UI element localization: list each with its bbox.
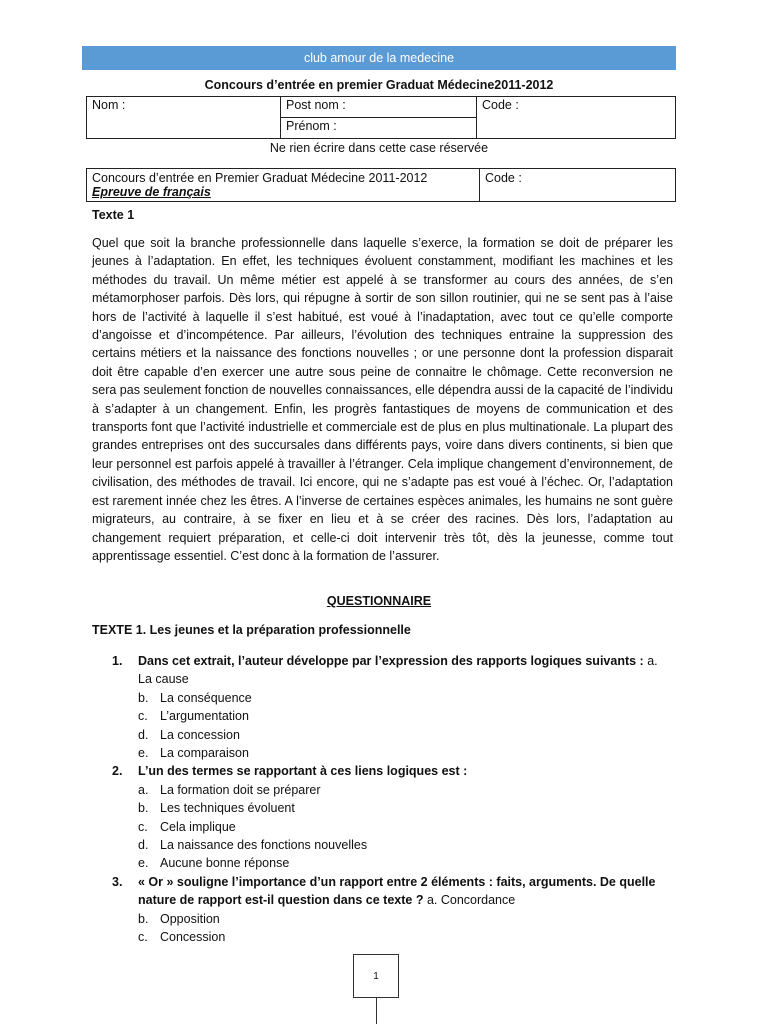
page-connector-line — [376, 997, 377, 1024]
post-nom-cell: Post nom : — [281, 97, 477, 118]
option-item: c. Concession — [138, 930, 226, 945]
question-number: 3. — [112, 874, 123, 889]
exam-info-line1: Concours d’entrée en Premier Graduat Médecine 2011-2012 — [92, 171, 428, 185]
question-text: « Or » souligne l’importance d’un rapport entre 2 éléments : faits, arguments. De quelle nature de rapport est-il question dans ce texte ? — [138, 874, 656, 908]
option-item: c. Cela implique — [138, 819, 236, 834]
identity-table — [86, 96, 676, 139]
exam-info-cell — [87, 169, 480, 202]
question-inline-option: a. La cause — [138, 654, 658, 687]
question-number: 1. — [112, 654, 123, 668]
nom-cell: Nom : — [87, 97, 281, 139]
question-text: L’un des termes se rapportant à ces liens logiques est : — [138, 764, 468, 779]
question-inline-option: a. Concordance — [423, 893, 516, 908]
option-item: e. La comparaison — [138, 746, 249, 761]
questionnaire-subtitle: TEXTE 1. Les jeunes et la préparation professionnelle — [92, 623, 411, 637]
exam-title: Concours d’entrée en premier Graduat Médecine2011-2012 — [204, 78, 554, 92]
option-item: d. La naissance des fonctions nouvelles — [138, 838, 368, 853]
option-item: a. La formation doit se préparer — [138, 782, 321, 797]
question-number: 2. — [112, 764, 123, 779]
texte-body: Quel que soit la branche professionnelle dans laquelle s’exerce, la formation se doit de préparer les jeunes à l’adaptation. En effet, les techniques évoluent constamment, modifiant les machines et les méthodes du travail. Un même métier est appelé à se transformer au cours des années, de s’en métamorphoser parfois. Dès lors, qui répugne à sortir de son sillon routinier, qui ne se sent pas à l’aise hors de l’activité à laquelle il s’est habitué, est voué à l’inadaptation, avec tout ce qu’elle comporte d’angoisse et d’incompétence. Par ailleurs, l’évolution des techniques entraine la suppression des certains métiers et la naissance des fonctions nouvelles ; or une personne dont la profession disparait doit être capable d’en exercer une autre sous peine de connaitre le chômage. Cette reconversion ne sera pas seulement fonction de nouvelles connaissances, elle dépendra aussi de la capacité de l’individu à s’adapter à un changement. Enfin, les progrès fantastiques de moyens de communication et des transports font que l’activité industrielle et commerciale est de plus en plus multinationale. La plupart des grandes entreprises ont des succursales dans différents pays, voire dans divers continents, si bien que leur personnel est parfois appelé à travailler à l’étranger. Cela implique changement d’environnement, de civilisation, des méthodes de travail. Ici encore, qui ne s’adapte pas est voué à l’échec. Or, l’adaptation est rarement innée chez les êtres. A l’inverse de certaines espèces animales, les humains ne sont guère migrateurs, au contraire, à se fixer en lieu et à se créer des racines. Dès lors, l’adaptation au changement requiert préparation, et celle-ci doit intervenir très tôt, dès la jeunesse, comme tout apprentissage essentiel. C’est donc à la formation de l’assurer. — [92, 236, 673, 563]
header-banner: club amour de la medecine — [82, 46, 676, 70]
question-3 — [92, 873, 673, 910]
page-number: 1 — [373, 970, 379, 982]
option-item: d. La concession — [138, 727, 240, 742]
code-cell: Code : — [477, 97, 676, 139]
reserved-note: Ne rien écrire dans cette case réservée — [269, 141, 489, 155]
option-item: b. Opposition — [138, 911, 220, 926]
question-text: Dans cet extrait, l’auteur développe par l’expression des rapports logiques suivants : — [138, 654, 644, 668]
prenom-cell: Prénom : — [281, 118, 477, 139]
question-list — [92, 652, 673, 947]
exam-code-cell: Code : — [480, 169, 676, 202]
option-item: e. Aucune bonne réponse — [138, 856, 290, 871]
option-item: b. Les techniques évoluent — [138, 801, 295, 816]
question-2 — [92, 762, 673, 780]
question-1 — [92, 652, 673, 689]
texte-heading: Texte 1 — [92, 208, 135, 222]
exam-info-box — [86, 168, 676, 202]
option-item: b. La conséquence — [138, 690, 252, 705]
exam-subject: Epreuve de français — [92, 185, 211, 199]
option-item: c. L’argumentation — [138, 709, 249, 724]
questionnaire-title: QUESTIONNAIRE — [326, 594, 432, 608]
page-number-box — [353, 954, 399, 998]
